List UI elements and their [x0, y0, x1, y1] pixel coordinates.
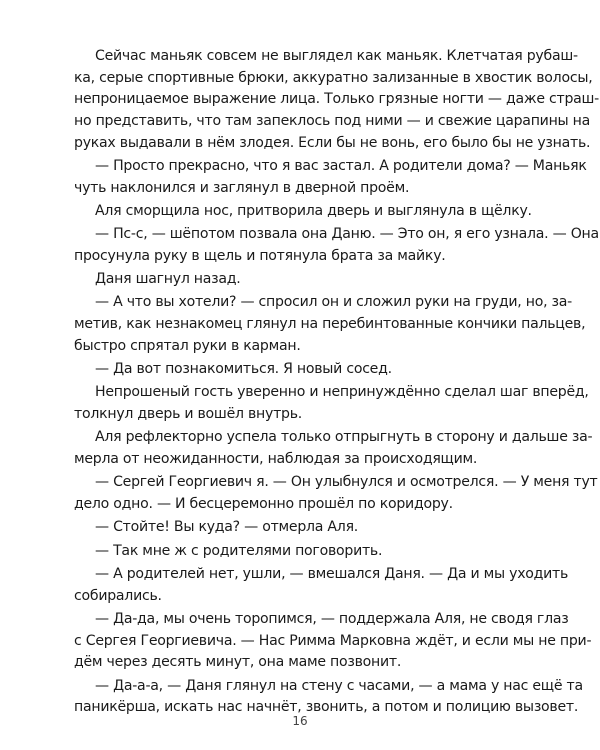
- text-line: Даня шагнул назад.: [95, 271, 241, 288]
- text-line: ка, серые спортивные брюки, аккуратно зализанные в хвостик волосы,: [74, 69, 593, 86]
- text-line: собирались.: [74, 587, 162, 604]
- text-line: Сейчас маньяк совсем не выглядел как маньяк. Клетчатая рубаш-: [95, 48, 578, 64]
- paragraph: [74, 46, 600, 154]
- paragraph: [74, 156, 587, 199]
- text-line: метив, как незнакомец глянул на перебинтованные кончики пальцев,: [74, 316, 586, 333]
- text-line: Аля рефлекторно успела только отпрыгнуть в сторону и дальше за-: [95, 429, 593, 446]
- paragraph: [74, 609, 592, 674]
- text-line: — А что вы хотели? — спросил он и сложил руки на груди, но, за-: [95, 294, 572, 311]
- paragraph: [74, 564, 569, 607]
- text-line: — А родителей нет, ушли, — вмешался Даня. — Да и мы уходить: [95, 565, 569, 582]
- text-line: — Просто прекрасно, что я вас застал. А родители дома? — Маньяк: [95, 157, 587, 174]
- text-line: толкнул дверь и вошёл внутрь.: [74, 406, 303, 423]
- text-line: — Да-а-а, — Даня глянул на стену с часами, — а мама у нас ещё та: [95, 677, 583, 694]
- paragraph: [74, 382, 589, 425]
- text-line: чуть наклонился и заглянул в дверной проём.: [74, 179, 410, 196]
- text-line: Аля сморщила нос, притворила дверь и выглянула в щёлку.: [95, 202, 532, 219]
- paragraph: [74, 472, 598, 515]
- paragraph: [74, 359, 540, 381]
- text-line: но представить, что там запеклось под ними — и свежие царапины на: [74, 112, 590, 129]
- paragraph: [74, 427, 593, 470]
- paragraph: [74, 292, 586, 357]
- text-line: дём через десять минут, она маме позвонит.: [74, 654, 402, 671]
- text-line: Непрошеный гость уверенно и непринуждённо сделал шаг вперёд,: [95, 384, 589, 401]
- paragraph: [74, 224, 599, 267]
- paragraph: [74, 676, 583, 719]
- text-line: паникёрша, искать нас начнёт, звонить, а потом и полицию вызовет.: [74, 699, 579, 716]
- text-line: просунула руку в щель и потянула брата за майку.: [74, 247, 446, 264]
- text-line: непроницаемое выражение лица. Только грязные ногти — даже страш-: [74, 91, 600, 108]
- text-line: — Да вот познакомиться. Я новый сосед.: [95, 361, 392, 378]
- paragraph: [74, 541, 540, 563]
- text-line: с Сергея Георгиевича. — Нас Римма Марковна ждёт, и если мы не при-: [74, 632, 592, 649]
- text-line: — Сергей Георгиевич я. — Он улыбнулся и осмотрелся. — У меня тут: [95, 474, 598, 491]
- text-line: быстро спрятал руки в карман.: [74, 337, 301, 354]
- paragraph: [74, 269, 540, 291]
- body-text: [74, 46, 600, 719]
- paragraph: [74, 517, 540, 539]
- text-line: — Стойте! Вы куда? — отмерла Аля.: [95, 519, 359, 536]
- text-line: — Пс-с, — шёпотом позвала она Даню. — Это он, я его узнала. — Она: [95, 226, 599, 243]
- page-number: 16: [292, 714, 308, 728]
- text-line: — Да-да, мы очень торопимся, — поддержала Аля, не сводя глаз: [95, 610, 569, 627]
- text-line: руках выдавали в нём злодея. Если бы не вонь, его было бы не узнать.: [74, 134, 591, 151]
- paragraph: [74, 201, 540, 223]
- text-line: дело одно. — И бесцеремонно прошёл по коридору.: [74, 496, 453, 512]
- text-line: мерла от неожиданности, наблюдая за происходящим.: [74, 451, 478, 468]
- text-line: — Так мне ж с родителями поговорить.: [95, 542, 383, 559]
